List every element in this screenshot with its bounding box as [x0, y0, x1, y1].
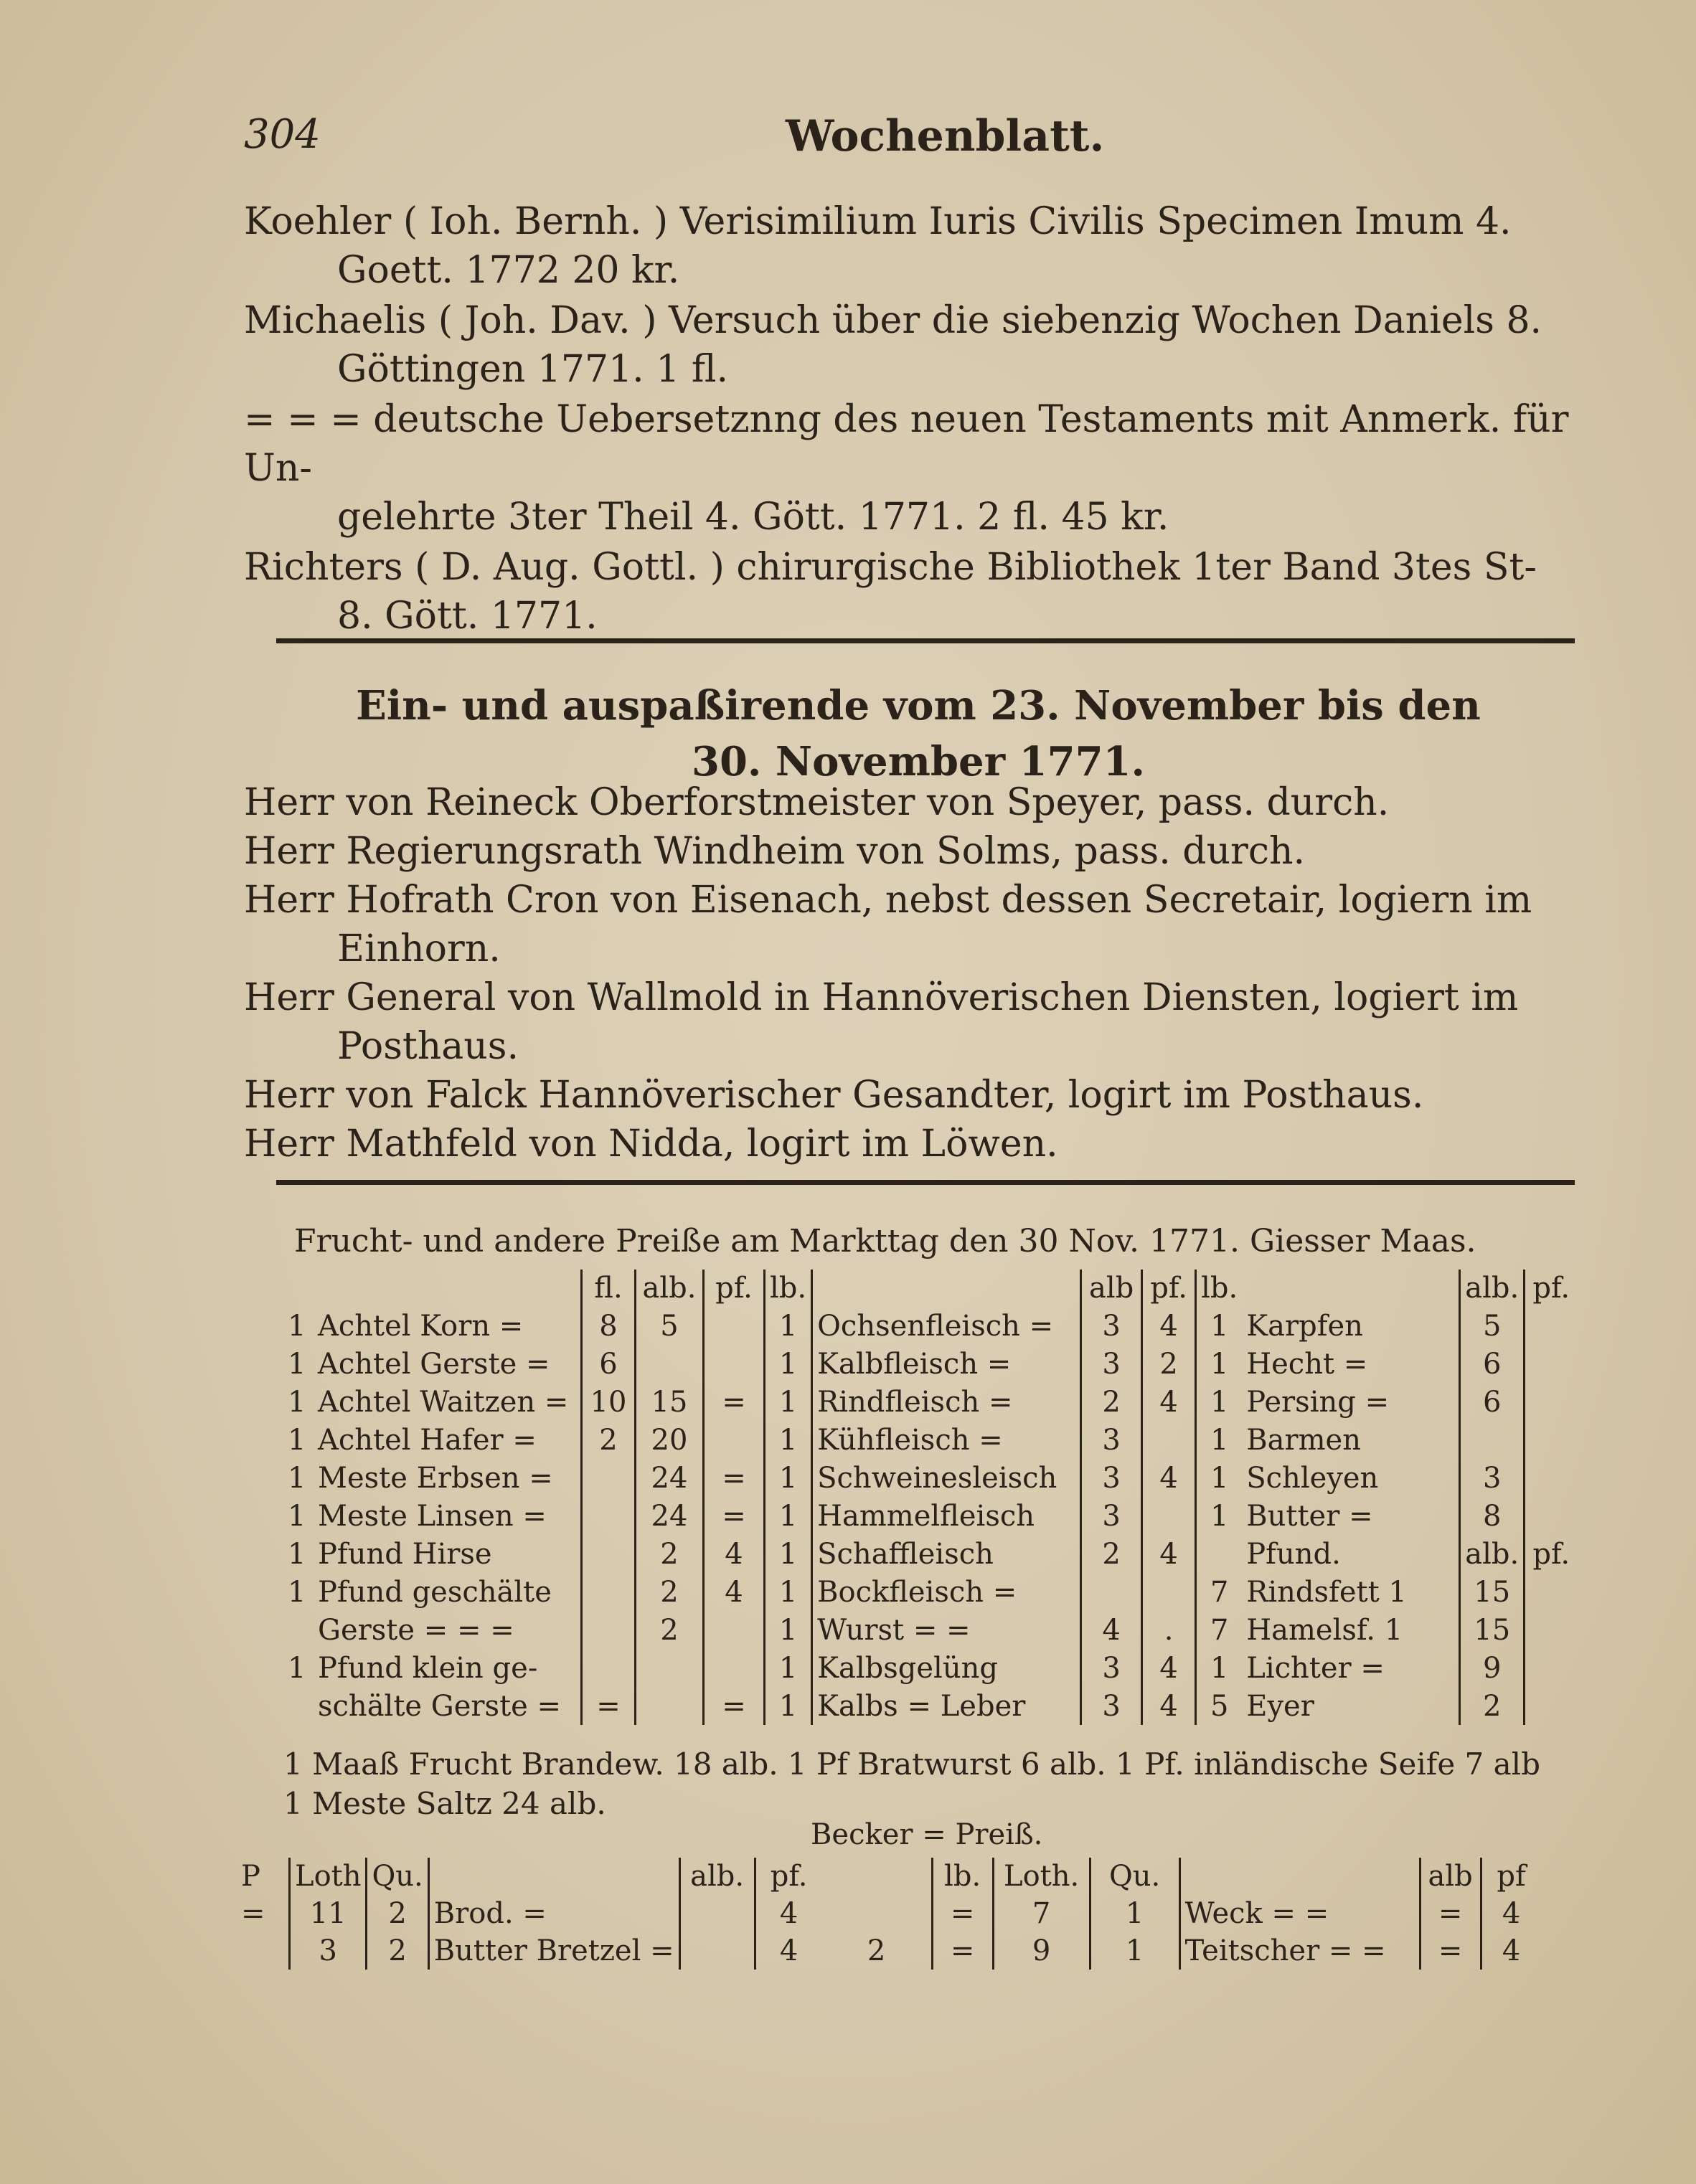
cell-pf2: 4 [1142, 1383, 1196, 1421]
guest-entry [244, 1071, 1593, 1120]
book-entry-line: = = = deutsche Uebersetznng des neuen Testaments mit Anmerk. für Un- [244, 398, 1569, 490]
cell-q3: 1 [1196, 1345, 1243, 1383]
col-header-alb: alb [1081, 1270, 1142, 1307]
book-entry [244, 395, 1593, 542]
book-entry-line: Michaelis ( Joh. Dav. ) Versuch über die siebenzig Wochen Daniels 8. [244, 299, 1542, 342]
cell-alb2: 3 [1081, 1497, 1142, 1535]
cell-alb3: 5 [1460, 1307, 1525, 1345]
cell-loth2: 9 [993, 1932, 1090, 1970]
cell-alb2: = [1420, 1932, 1481, 1970]
cell-alb: 2 [636, 1535, 704, 1573]
cell-pf: 4 [704, 1573, 765, 1611]
cell-alb3 [1460, 1421, 1525, 1459]
cell-pf [704, 1649, 765, 1687]
col-header-loth: Loth [290, 1858, 367, 1895]
guest-line: Herr Regierungsrath Windheim von Solms, pass. durch. [244, 830, 1306, 873]
cell-lb: = [932, 1895, 993, 1932]
cell-item: Pfund klein ge- [318, 1651, 538, 1685]
cell-alb2: 3 [1081, 1687, 1142, 1725]
cell-alb: 2 [636, 1611, 704, 1649]
bakery-price-title: Becker = Preiß. [811, 1818, 1043, 1851]
col-header-lb: lb. [932, 1858, 993, 1895]
guest-continuation: Einhorn. [337, 927, 501, 970]
bakery-price-table [237, 1858, 1541, 1970]
guest-line: Herr von Reineck Oberforstmeister von Speyer, pass. durch. [244, 781, 1390, 824]
cell-pf3 [1525, 1687, 1578, 1725]
table-row [283, 1383, 1577, 1421]
cell-pf3 [1525, 1345, 1578, 1383]
col-header-pf: pf. [704, 1270, 765, 1307]
cell-q3: 1 [1196, 1649, 1243, 1687]
cell-meat: Schaffleisch [812, 1535, 1081, 1573]
guest-entry [244, 778, 1593, 827]
book-entry-continuation: Goett. 1772 20 kr. [337, 249, 680, 292]
cell-fl [582, 1497, 636, 1535]
cell-loth: 3 [290, 1932, 367, 1970]
col-header-pf: pf. [1142, 1270, 1196, 1307]
cell-lb: = [932, 1932, 993, 1970]
cell-item: schälte Gerste = [318, 1689, 562, 1723]
cell-q2: 1 [765, 1535, 812, 1573]
guest-entry [244, 1120, 1593, 1168]
guest-line: Herr General von Wallmold in Hannöverischen Diensten, logiert im [244, 976, 1519, 1019]
cell-pf3 [1525, 1459, 1578, 1497]
cell-p [237, 1932, 290, 1970]
guest-entry [244, 973, 1593, 1071]
cell-pf: = [704, 1383, 765, 1421]
table-row [283, 1345, 1577, 1383]
cell-alb [679, 1895, 755, 1932]
cell-fl [582, 1573, 636, 1611]
cell-meat: Kalbs = Leber [812, 1687, 1081, 1725]
col-header-lb: lb. [1196, 1270, 1243, 1307]
cell-pf2 [1142, 1497, 1196, 1535]
cell-alb [636, 1649, 704, 1687]
cell-fish: Pfund. [1246, 1537, 1341, 1571]
table-row [283, 1497, 1577, 1535]
cell-qu2: 1 [1090, 1895, 1179, 1932]
table-row [283, 1459, 1577, 1497]
table-row [283, 1535, 1577, 1573]
cell-pf2: 4 [1481, 1895, 1541, 1932]
table-row [237, 1895, 1541, 1932]
cell-fish: Barmen [1246, 1423, 1361, 1457]
cell-pf3 [1525, 1497, 1578, 1535]
col-header-alb: alb. [636, 1270, 704, 1307]
cell-alb: 20 [636, 1421, 704, 1459]
cell-fl [582, 1611, 636, 1649]
guest-line: Herr Hofrath Cron von Eisenach, nebst dessen Secretair, logiern im [244, 879, 1532, 922]
cell-pf3 [1525, 1611, 1578, 1649]
book-list [244, 197, 1593, 642]
cell-q3 [1196, 1535, 1243, 1573]
cell-q [283, 1687, 314, 1725]
cell-item: Pfund Hirse [318, 1537, 492, 1571]
cell-item: Butter Bretzel = [428, 1932, 679, 1970]
cell-fish: Eyer [1246, 1689, 1314, 1723]
cell-q2: 1 [765, 1649, 812, 1687]
cell-pf2: 2 [1142, 1345, 1196, 1383]
cell-meat: Kühfleisch = [812, 1421, 1081, 1459]
cell-q: 1 [288, 1651, 306, 1685]
cell-q3: 1 [1196, 1421, 1243, 1459]
book-entry-continuation: 8. Gött. 1771. [337, 595, 598, 638]
cell-fl [582, 1649, 636, 1687]
cell-pf [704, 1611, 765, 1649]
cell-q3: 5 [1196, 1687, 1243, 1725]
cell-item2: Weck = = [1179, 1895, 1420, 1932]
cell-q2: 1 [765, 1611, 812, 1649]
cell-item: Achtel Hafer = [318, 1423, 537, 1457]
cell-qu2: 1 [1090, 1932, 1179, 1970]
cell-pf [704, 1345, 765, 1383]
cell-fl: 6 [582, 1345, 636, 1383]
book-entry [244, 296, 1593, 394]
col-header-p: P [241, 1860, 260, 1893]
market-price-title: Frucht- und andere Preiße am Markttag den 30 Nov. 1771. Giesser Maas. [294, 1223, 1476, 1259]
guest-continuation: Posthaus. [337, 1025, 519, 1068]
col-header-fl: fl. [582, 1270, 636, 1307]
cell-mid [822, 1895, 933, 1932]
col-header-qu: Qu. [1090, 1858, 1179, 1895]
cell-alb3: 2 [1460, 1687, 1525, 1725]
cell-q2: 1 [765, 1573, 812, 1611]
cell-pf: 4 [755, 1932, 822, 1970]
travel-section-title [244, 678, 1593, 790]
cell-qu: 2 [367, 1932, 428, 1970]
cell-pf: = [704, 1459, 765, 1497]
guest-line: Herr Mathfeld von Nidda, logirt im Löwen. [244, 1122, 1058, 1166]
market-extra-line: 1 Maaß Frucht Brandew. 18 alb. 1 Pf Bratwurst 6 alb. 1 Pf. inländische Seife 7 alb [283, 1746, 1540, 1782]
cell-pf3 [1525, 1421, 1578, 1459]
cell-pf2 [1142, 1573, 1196, 1611]
table-row [283, 1573, 1577, 1611]
cell-q2: 1 [765, 1687, 812, 1725]
table-row [237, 1932, 1541, 1970]
cell-fl: 10 [582, 1383, 636, 1421]
table-header-row [237, 1858, 1541, 1895]
cell-alb3: 6 [1460, 1383, 1525, 1421]
cell-pf [704, 1421, 765, 1459]
table-header-row [283, 1270, 1577, 1307]
section-divider [276, 1180, 1575, 1185]
cell-loth: 11 [290, 1895, 367, 1932]
guest-entry [244, 827, 1593, 876]
guest-entry [244, 876, 1593, 973]
cell-q: 1 [288, 1499, 306, 1533]
cell-pf2: 4 [1142, 1535, 1196, 1573]
table-row [283, 1307, 1577, 1345]
col-header-alb: alb. [679, 1858, 755, 1895]
cell-alb3: 15 [1460, 1611, 1525, 1649]
cell-alb [636, 1687, 704, 1725]
guest-line: Herr von Falck Hannöverischer Gesandter, logirt im Posthaus. [244, 1074, 1424, 1117]
book-entry [244, 543, 1593, 640]
cell-q2: 1 [765, 1383, 812, 1421]
cell-alb [636, 1345, 704, 1383]
cell-q2: 1 [765, 1459, 812, 1497]
cell-alb2: 2 [1081, 1535, 1142, 1573]
cell-q3: 7 [1196, 1573, 1243, 1611]
cell-q3: 1 [1196, 1307, 1243, 1345]
cell-item: Pfund geschälte [318, 1575, 552, 1609]
cell-alb: 24 [636, 1459, 704, 1497]
cell-pf2: . [1142, 1611, 1196, 1649]
cell-q: 1 [288, 1537, 306, 1571]
cell-fish: Karpfen [1246, 1309, 1363, 1343]
cell-q3: 7 [1196, 1611, 1243, 1649]
col-header-pf: pf. [1525, 1270, 1578, 1307]
travel-title-line: 30. November 1771. [691, 738, 1146, 785]
cell-pf3 [1525, 1307, 1578, 1345]
table-row [283, 1649, 1577, 1687]
cell-q: 1 [288, 1575, 306, 1609]
cell-q: 1 [288, 1385, 306, 1419]
cell-fl: 2 [582, 1421, 636, 1459]
cell-loth2: 7 [993, 1895, 1090, 1932]
cell-pf: = [704, 1497, 765, 1535]
cell-fish: Lichter = [1246, 1651, 1385, 1685]
cell-pf2: 4 [1142, 1459, 1196, 1497]
cell-p: = [241, 1897, 265, 1930]
cell-pf: = [704, 1687, 765, 1725]
cell-item: Brod. = [428, 1895, 679, 1932]
cell-alb2: 3 [1081, 1307, 1142, 1345]
cell-q2: 1 [765, 1497, 812, 1535]
cell-item: Achtel Waitzen = [318, 1385, 569, 1419]
cell-q: 1 [288, 1423, 306, 1457]
cell-pf3 [1525, 1573, 1578, 1611]
cell-alb3: 3 [1460, 1459, 1525, 1497]
cell-pf2: 4 [1142, 1307, 1196, 1345]
cell-pf2 [1142, 1421, 1196, 1459]
cell-alb3: 9 [1460, 1649, 1525, 1687]
cell-alb3: 15 [1460, 1573, 1525, 1611]
cell-q3: 1 [1196, 1459, 1243, 1497]
cell-item: Achtel Korn = [318, 1309, 524, 1343]
cell-item: Achtel Gerste = [318, 1347, 550, 1381]
cell-mid: 2 [867, 1934, 886, 1967]
col-header-pf: pf. [755, 1858, 822, 1895]
cell-alb2: = [1420, 1895, 1481, 1932]
cell-item: Meste Erbsen = [318, 1461, 553, 1495]
cell-alb2: 3 [1081, 1459, 1142, 1497]
market-price-table [283, 1270, 1577, 1725]
book-entry-continuation: Göttingen 1771. 1 fl. [337, 348, 729, 391]
cell-fish: Schleyen [1246, 1461, 1379, 1495]
cell-pf3 [1525, 1649, 1578, 1687]
col-header-alb: alb [1420, 1858, 1481, 1895]
cell-fl [582, 1459, 636, 1497]
cell-fl: = [582, 1687, 636, 1725]
table-row [283, 1421, 1577, 1459]
cell-pf [704, 1307, 765, 1345]
cell-meat: Schweinesleisch [812, 1459, 1081, 1497]
cell-alb2: 3 [1081, 1649, 1142, 1687]
page-number: 304 [244, 111, 321, 158]
cell-alb2: 3 [1081, 1345, 1142, 1383]
cell-alb: 15 [636, 1383, 704, 1421]
cell-q2: 1 [765, 1307, 812, 1345]
cell-q: 1 [288, 1347, 306, 1381]
cell-alb2: 2 [1081, 1383, 1142, 1421]
cell-pf3 [1525, 1383, 1578, 1421]
cell-qu: 2 [367, 1895, 428, 1932]
cell-pf2: 4 [1481, 1932, 1541, 1970]
cell-fl: 8 [582, 1307, 636, 1345]
cell-alb [679, 1932, 755, 1970]
col-header-pf: pf [1481, 1858, 1541, 1895]
col-header-alb: alb. [1460, 1270, 1525, 1307]
cell-meat: Kalbsgelüng [812, 1649, 1081, 1687]
col-header-lb: lb. [765, 1270, 812, 1307]
cell-q: 1 [288, 1309, 306, 1343]
book-entry-line: Richters ( D. Aug. Gottl. ) chirurgische Bibliothek 1ter Band 3tes St- [244, 546, 1537, 589]
travel-title-line: Ein- und auspaßirende vom 23. November bis den [356, 682, 1481, 729]
guest-list [244, 778, 1593, 1168]
cell-q [283, 1611, 314, 1649]
running-title: Wochenblatt. [786, 111, 1105, 161]
cell-alb: 5 [636, 1307, 704, 1345]
cell-meat: Hammelfleisch [812, 1497, 1081, 1535]
cell-fish: Butter = [1246, 1499, 1373, 1533]
cell-fish: Persing = [1246, 1385, 1390, 1419]
section-divider [276, 638, 1575, 643]
cell-alb3: alb. [1460, 1535, 1525, 1573]
cell-meat: Rindfleisch = [812, 1383, 1081, 1421]
book-entry-continuation: gelehrte 3ter Theil 4. Gött. 1771. 2 fl. 45 kr. [337, 496, 1169, 539]
cell-meat: Wurst = = [812, 1611, 1081, 1649]
cell-alb3: 8 [1460, 1497, 1525, 1535]
cell-alb2: 3 [1081, 1421, 1142, 1459]
table-row [283, 1611, 1577, 1649]
cell-alb3: 6 [1460, 1345, 1525, 1383]
cell-pf2: 4 [1142, 1687, 1196, 1725]
cell-pf: 4 [704, 1535, 765, 1573]
cell-meat: Ochsenfleisch = [812, 1307, 1081, 1345]
col-header-loth: Loth. [993, 1858, 1090, 1895]
cell-q3: 1 [1196, 1497, 1243, 1535]
cell-item: Gerste = = = [318, 1613, 514, 1647]
cell-item: Meste Linsen = [318, 1499, 547, 1533]
cell-q3: 1 [1196, 1383, 1243, 1421]
cell-meat: Kalbfleisch = [812, 1345, 1081, 1383]
cell-alb2: 4 [1081, 1611, 1142, 1649]
cell-alb2 [1081, 1573, 1142, 1611]
cell-meat: Bockfleisch = [812, 1573, 1081, 1611]
cell-pf: 4 [755, 1895, 822, 1932]
cell-fish: Hamelsf. 1 [1246, 1613, 1403, 1647]
col-header-qu: Qu. [367, 1858, 428, 1895]
cell-q2: 1 [765, 1345, 812, 1383]
table-row [283, 1687, 1577, 1725]
book-entry [244, 197, 1593, 295]
cell-item2: Teitscher = = [1179, 1932, 1420, 1970]
cell-q2: 1 [765, 1421, 812, 1459]
book-entry-line: Koehler ( Ioh. Bernh. ) Verisimilium Iuris Civilis Specimen Imum 4. [244, 200, 1512, 243]
cell-q: 1 [288, 1461, 306, 1495]
market-extra-line: 1 Meste Saltz 24 alb. [283, 1786, 606, 1821]
cell-fish: Rindsfett 1 [1246, 1575, 1407, 1609]
cell-alb: 2 [636, 1573, 704, 1611]
cell-fish: Hecht = [1246, 1347, 1368, 1381]
cell-alb: 24 [636, 1497, 704, 1535]
cell-pf3: pf. [1525, 1535, 1578, 1573]
cell-pf2: 4 [1142, 1649, 1196, 1687]
cell-fl [582, 1535, 636, 1573]
page-header [244, 111, 1588, 176]
